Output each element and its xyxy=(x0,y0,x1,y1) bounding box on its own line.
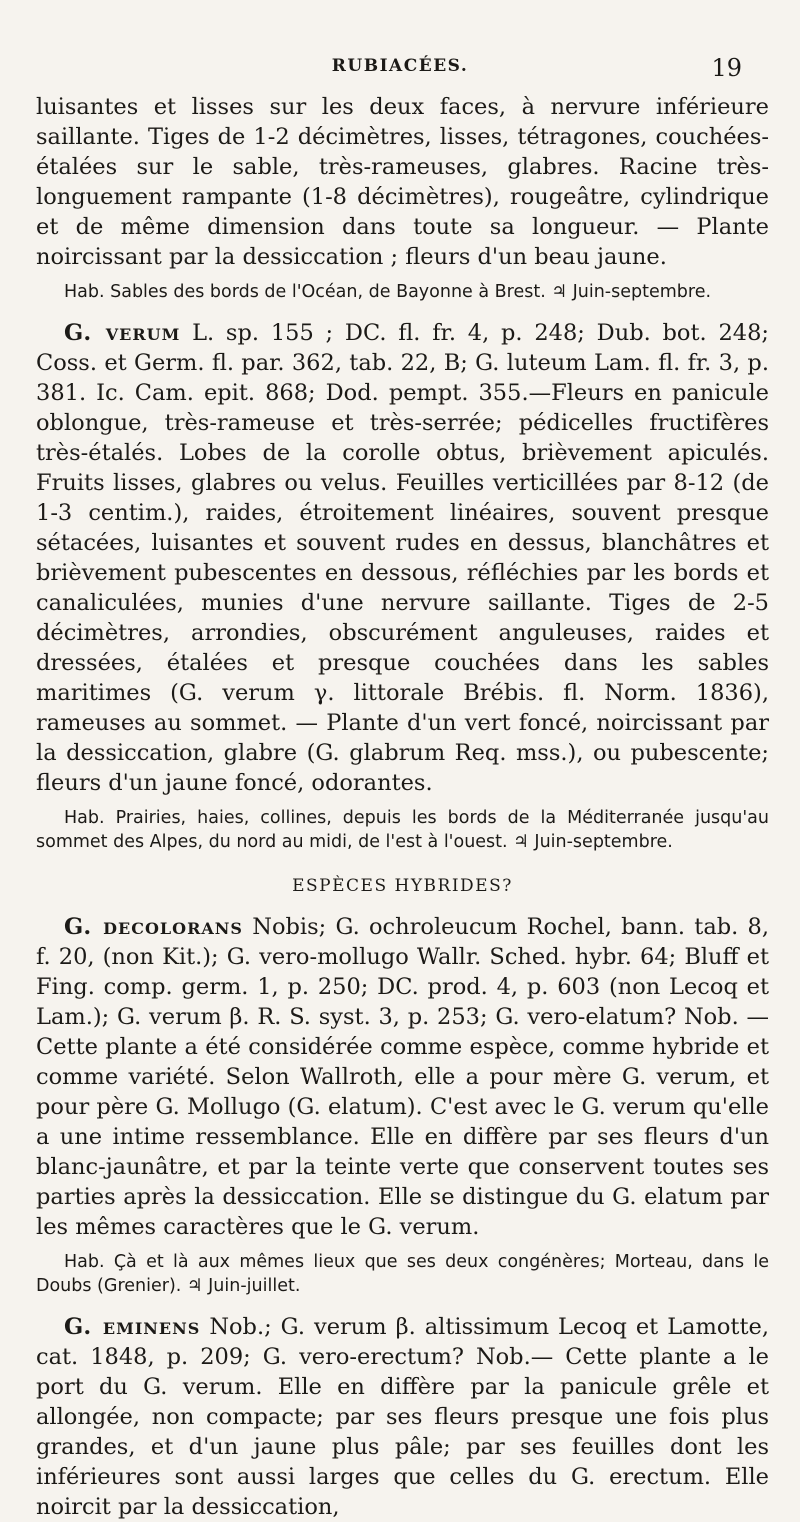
decolorans-entry xyxy=(36,912,769,1242)
page-content xyxy=(36,92,769,1522)
verum-description: L. sp. 155 ; DC. fl. fr. 4, p. 248; Dub. bot. 248; Coss. et Germ. fl. par. 362, tab. 22, B; G. luteum Lam. fl. fr. 3, p. 381. Ic. Cam. epit. 868; Dod. pempt. 355.—Fleurs en panicule oblongue, très-rameuse et très-serrée; pédicelles fructifères très-étalés. Lobes de la corolle obtus, brièvement apiculés. Fruits lisses, glabres ou velus. Feuilles verticillées par 8-12 (de 1-3 centim.), raides, étroitement linéaires, souvent presque sétacées, luisantes et souvent rudes en dessus, blanchâtres et brièvement pubescentes en dessous, réfléchies par les bords et canaliculées, munies d'une nervure saillante. Tiges de 2-5 décimètres, arrondies, obscurément anguleuses, raides et dressées, étalées et presque couchées dans les sables maritimes (G. verum γ. littorale Brébis. fl. Norm. 1836), rameuses au sommet. — Plante d'un vert foncé, noircissant par la dessiccation, glabre (G. glabrum Req. mss.), ou pubescente; fleurs d'un jaune foncé, odorantes. xyxy=(36,320,769,796)
decolorans-description: Nobis; G. ochroleucum Rochel, bann. tab. 8, f. 20, (non Kit.); G. vero-mollugo Wallr. Sched. hybr. 64; Bluff et Fing. comp. germ. 1, p. 250; DC. prod. 4, p. 603 (non Lecoq et Lam.); G. verum β. R. S. syst. 3, p. 253; G. vero-elatum? Nob. — Cette plante a été considérée comme espèce, comme hybride et comme variété. Selon Wallroth, elle a pour mère G. verum, et pour père G. Mollugo (G. elatum). C'est avec le G. verum qu'elle a une intime ressemblance. Elle en diffère par ses fleurs d'un blanc-jaunâtre, et par la teinte verte que conservent toutes ses parties après la dessiccation. Elle se distingue du G. elatum par les mêmes caractères que le G. verum. xyxy=(36,914,770,1240)
eminens-species-name: G. eminens xyxy=(64,1314,201,1340)
decolorans-species-name: G. decolorans xyxy=(64,914,243,940)
eminens-description: Nob.; G. verum β. altissimum Lecoq et Lamotte, cat. 1848, p. 209; G. vero-erectum? Nob.— Cette plante a le port du G. verum. Elle en diffère par la panicule grêle et allongée, non compacte; par ses fleurs presque une fois plus grandes, et d'un jaune plus pâle; par ses feuilles dont les inférieures sont aussi larges que celles du G. erectum. Elle noircit par la dessiccation, xyxy=(36,1314,769,1520)
verum-entry xyxy=(36,318,769,798)
running-title: RUBIACÉES. xyxy=(331,56,469,76)
page-number: 19 xyxy=(711,54,742,82)
verum-habitat: Hab. Prairies, haies, collines, depuis les bords de la Méditerranée jusqu'au sommet des Alpes, du nord au midi, de l'est à l'ouest. ♃ Juin-septembre. xyxy=(36,808,769,852)
verum-species-name: G. verum xyxy=(64,320,181,346)
page-header xyxy=(0,54,800,84)
decolorans-habitat: Hab. Çà et là aux mêmes lieux que ses deux congénères; Morteau, dans le Doubs (Grenier). ♃ Juin-juillet. xyxy=(36,1252,769,1296)
eminens-entry xyxy=(36,1312,769,1522)
section-heading: ESPÈCES HYBRIDES? xyxy=(292,876,513,896)
intro-habitat: Hab. Sables des bords de l'Océan, de Bayonne à Brest. ♃ Juin-septembre. xyxy=(64,282,712,302)
intro-paragraph: luisantes et lisses sur les deux faces, à nervure inférieure saillante. Tiges de 1-2 décimètres, lisses, tétragones, couchées-étalées sur le sable, très-rameuses, glabres. Racine très-longuement rampante (1-8 décimètres), rougeâtre, cylindrique et de même dimension dans toute sa longueur. — Plante noircissant par la dessiccation ; fleurs d'un beau jaune. xyxy=(36,94,769,270)
